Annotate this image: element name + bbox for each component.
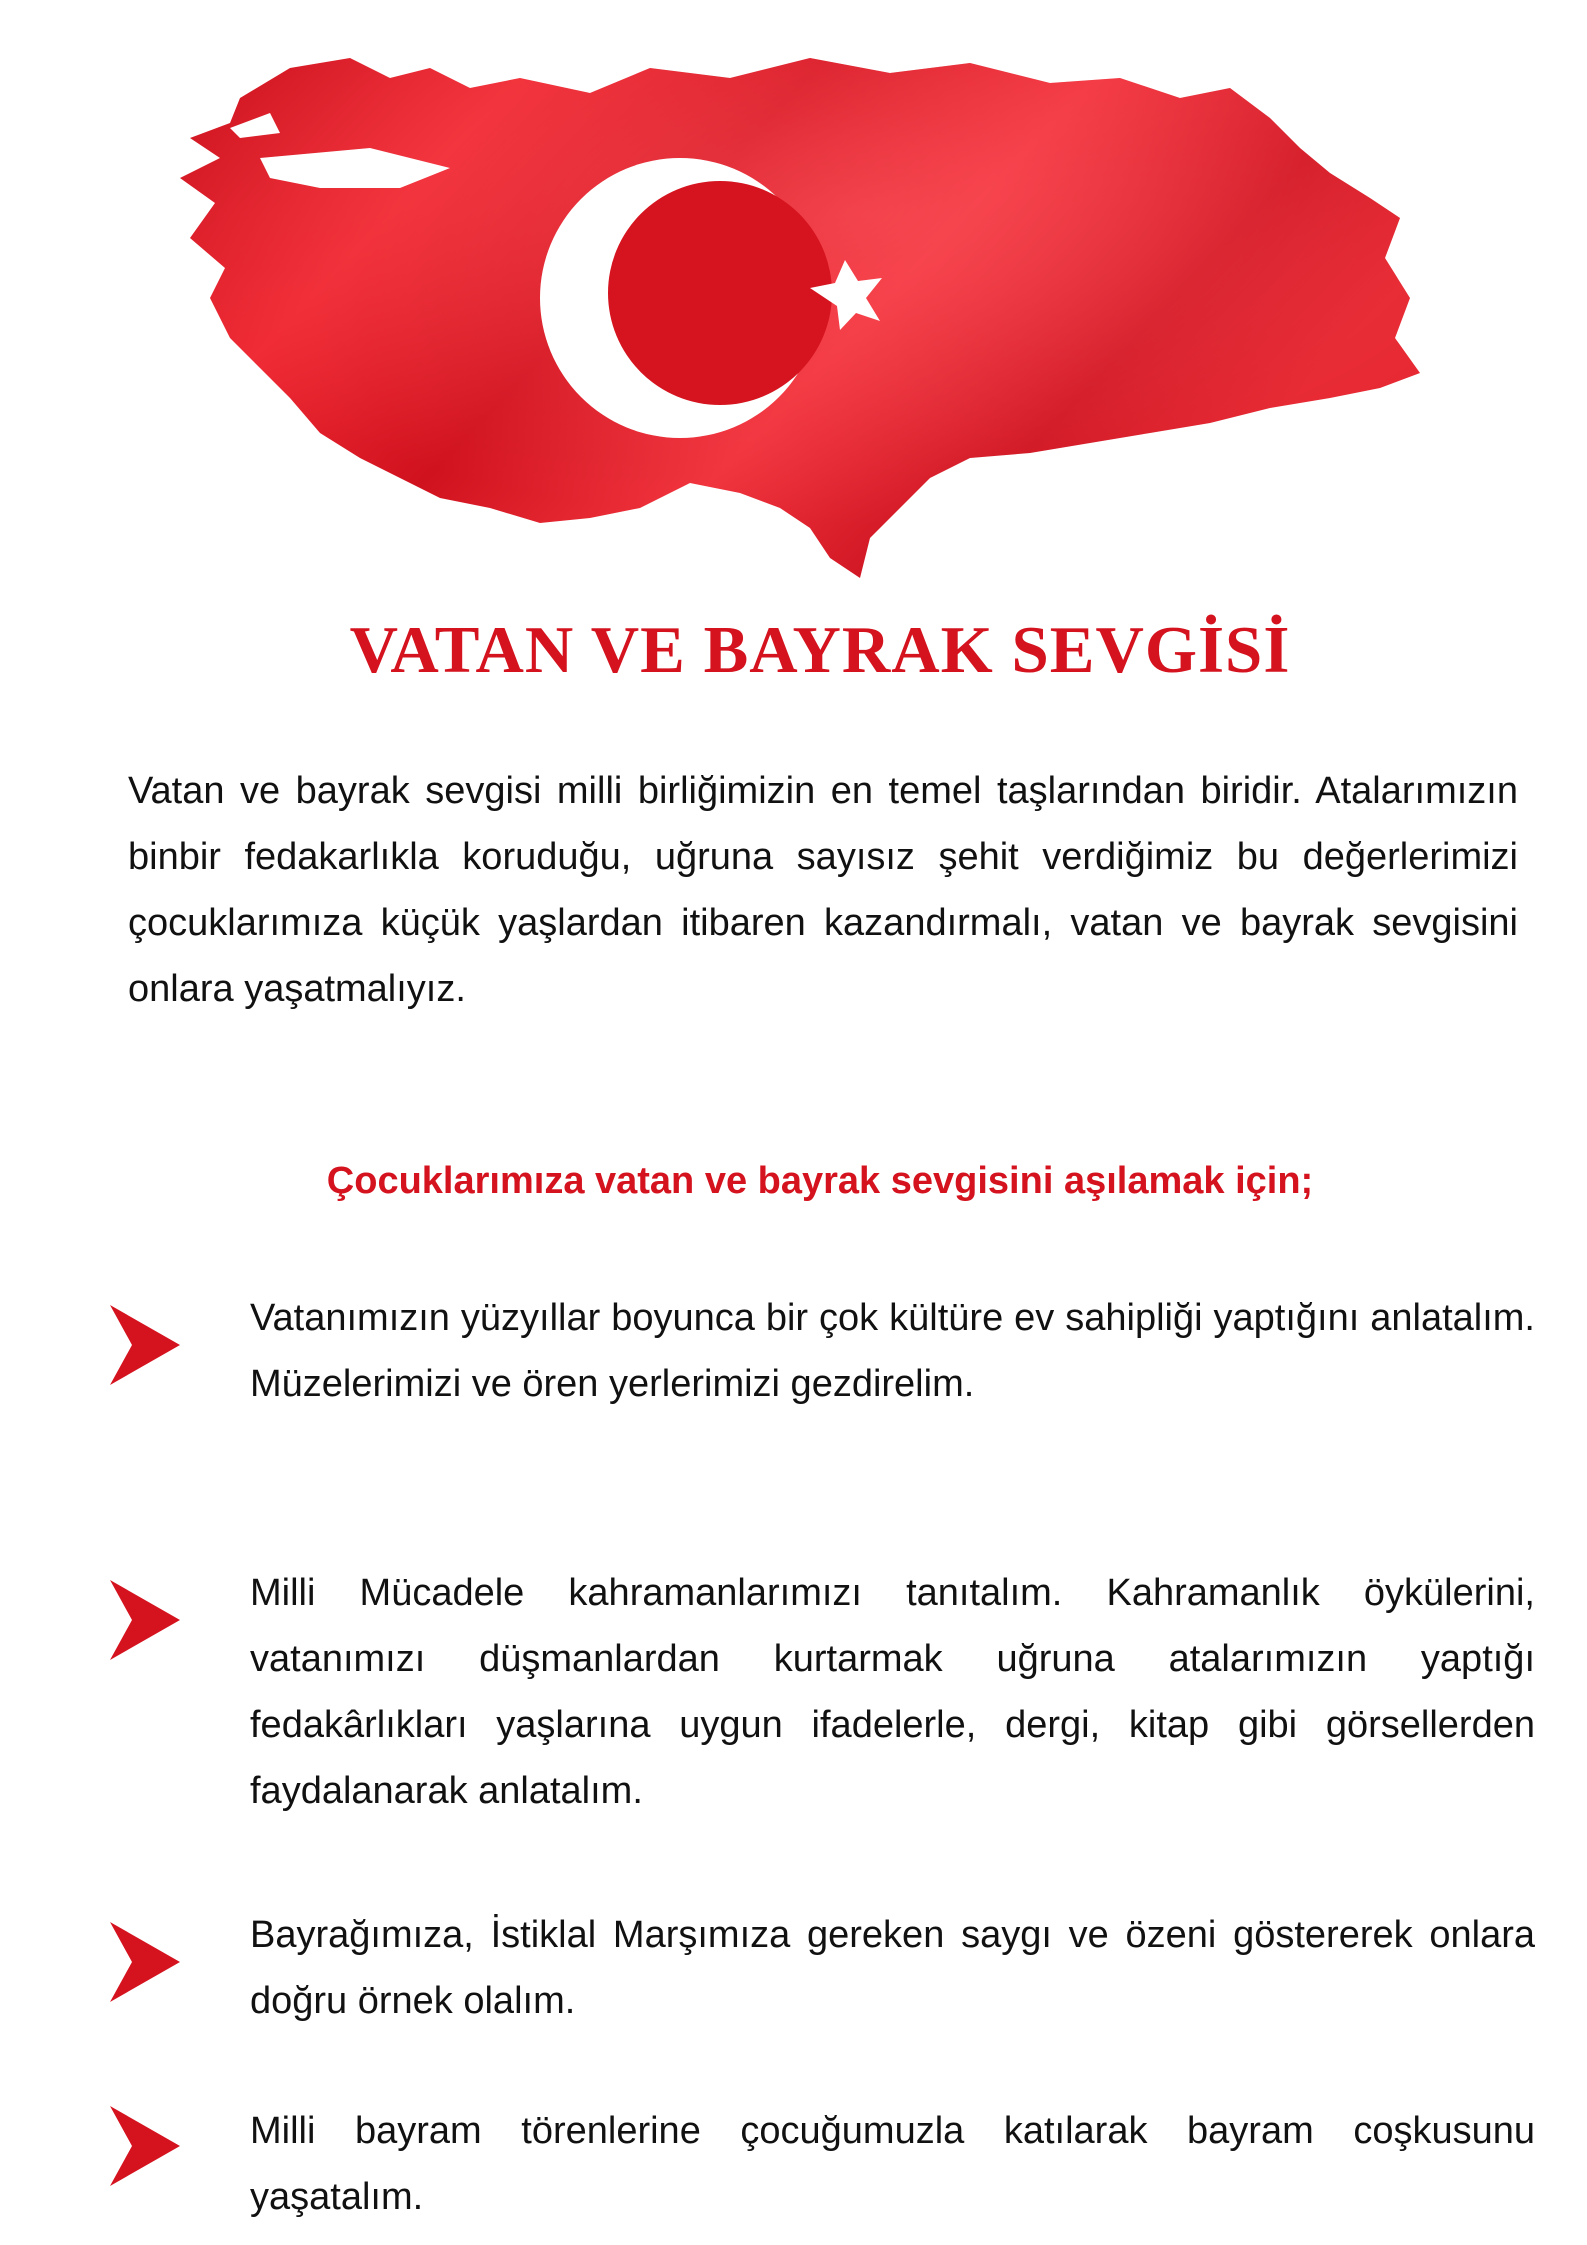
- chevron-right-icon: [110, 1305, 180, 1385]
- intro-paragraph: Vatan ve bayrak sevgisi milli birliğimizin en temel taşlarından biridir. Atalarımızın binbir fedakarlıkla koruduğu, uğruna sayısız şehit verdiğimiz bu değerlerimizi çocuklarımıza küçük yaşlardan itibaren kazandırmalı, vatan ve bayrak sevgisini onlara yaşatmalıyız.: [128, 770, 1518, 1010]
- chevron-right-icon: [110, 1580, 180, 1660]
- list-item-text: Bayrağımıza, İstiklal Marşımıza gereken saygı ve özeni göstererek onlara doğru örnek olalım.: [250, 1914, 1535, 2022]
- section-subtitle: Çocuklarımıza vatan ve bayrak sevgisini aşılamak için;: [326, 1160, 1314, 1202]
- list-item-text: Milli bayram törenlerine çocuğumuzla katılarak bayram coşkusunu yaşatalım.: [250, 2110, 1535, 2218]
- list-item-text: Milli Mücadele kahramanlarımızı tanıtalım. Kahramanlık öykülerini, vatanımızı düşmanlardan kurtarmak uğruna atalarımızın yaptığı fedakârlıkları yaşlarına uygun ifadelerle, dergi, kitap gibi görsellerden faydalanarak anlatalım.: [250, 1572, 1535, 1812]
- chevron-right-icon: [110, 1922, 180, 2002]
- page-title: VATAN VE BAYRAK SEVGİSİ: [349, 613, 1291, 687]
- turkey-map-flag-icon: [170, 38, 1470, 598]
- list-item-text: Vatanımızın yüzyıllar boyunca bir çok kültüre ev sahipliği yaptığını anlatalım. Müzelerimizi ve ören yerlerimizi gezdirelim.: [250, 1297, 1535, 1405]
- chevron-right-icon: [110, 2106, 180, 2186]
